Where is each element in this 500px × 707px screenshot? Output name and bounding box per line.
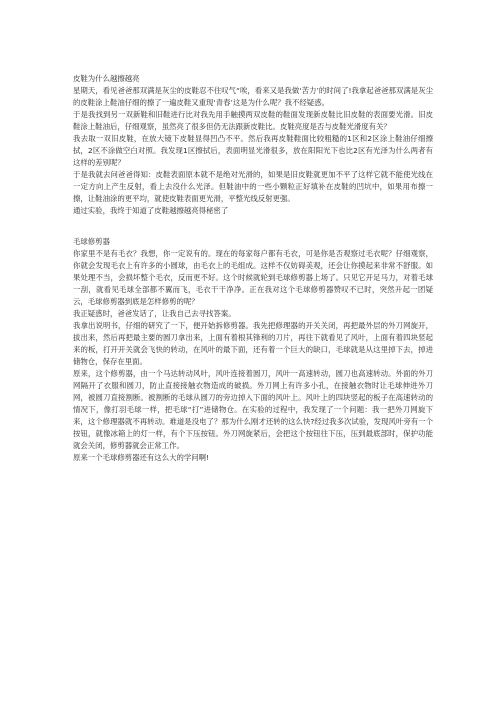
paragraph: 原来，这个修剪器，由一个马达转动风叶，风叶连接着圆刀，风叶一高速转动，圆刀也高速转动。外面的外刀网隔开了衣服和圆刀，防止直接接触衣物造成的破损。外刀网上有许多小孔，在接触衣物时让毛球伸进外刀网，被圆刀直接割断。被割断的毛球从圆刀的旁边掉入下面的风叶上。风叶上的四块竖起的板子在高速转动的情况下，像打羽毛球一样，把毛球“打”进储物仓。在实验的过程中，我发现了一个问题：我一把外刀网旋下来，这个修理器就不再转动。难道是没电了？那为什么刚才还转的这么快?经过我多次试验，发现风叶旁有一个按钮，就像冰箱上的灯一样，有个下压按钮。外刀网旋紧后，会把这个按钮往下压，压到最底部时，保护功能就会关闭，修剪器就会正常工作。	[73, 369, 433, 450]
paragraph: 于是我找到另一双新鞋和旧鞋进行比对我先用手触摸两双皮鞋的鞋面发现新皮鞋比旧皮鞋的表面要光滑。旧皮鞋涂上鞋油后，仔细观察，虽然亮了很多但仍无法跟新皮鞋比。皮鞋亮度是否与皮鞋光滑度有关？	[73, 110, 433, 131]
paragraph: 通过实验，我终于知道了皮鞋越擦越亮得秘密了	[73, 206, 229, 215]
article-lint-remover	[73, 236, 433, 464]
paragraph: 我正疑惑时，爸爸发话了，让我自己去寻找答案。	[73, 309, 236, 318]
paragraph: 你家里不是有毛衣？我想，你一定说有的。现在的每家每户都有毛衣，可是你是否观察过毛衣呢？仔细观察，你就会发现毛衣上有许多的小圆球，由毛衣上的毛组成。这样不仅妨碍美观，还会让你摸起来非常不舒服。如果处理不当，会损坏整个毛衣，反而更不好。这个时候就轮到毛球修剪器上场了。只见它开足马力，对着毛球一刮，就看见毛球全部都不翼而飞，毛衣干干净净。正在我对这个毛球修剪器赞叹不已时，突然升起一团疑云，毛球修剪器到底是怎样修剪的呢？	[73, 249, 433, 306]
paragraph: 我去取一双旧皮鞋，在放大镜下皮鞋显得凹凸不平。然后我再皮鞋鞋面比较粗糙的1区和2区涂上鞋油仔细擦拭，2区不涂做空白对照。我发现1区擦拭后，表面明显光滑很多，放在阳阳光下也比2区有光泽为什么两者有这样的差别呢？	[73, 134, 433, 167]
paragraph: 于是我就去问爸爸得知：皮鞋表面原本就不是绝对光滑的，如果是旧皮鞋就更加不平了这样它就不能使光线在一定方向上产生反射，看上去没什么光泽。但鞋油中的一些小颗粒正好填补在皮鞋的凹坑中，如果用布擦一擦，让鞋油涂的更平均，就使皮鞋表面更光滑，平整光线反射更强。	[73, 170, 433, 203]
article-title: 皮鞋为什么越擦越亮	[73, 74, 140, 83]
section-spacer	[73, 217, 433, 236]
paragraph: 星期天，看见爸爸那双满是灰尘的皮鞋忍不住叹气“唉，看来又是我做‘苦力’的时间了!我拿起爸爸那双满是灰尘的皮鞋涂上鞋油仔细的擦了一遍皮鞋又重现‘青春’这是为什么呢？我不经疑惑。	[73, 86, 433, 107]
article-title: 毛球修剪器	[73, 237, 110, 246]
paragraph: 原来一个毛球修剪器还有这么大的学问啊!	[73, 453, 209, 462]
document-page	[73, 73, 433, 464]
article-shoe-polish	[73, 73, 433, 217]
paragraph: 我拿出说明书，仔细的研究了一下，便开始拆修剪器。我先把修理器的开关关闭，再把最外层的外刀网旋开，拔出来，然后再把最主要的圆刀拿出来，上面有着根其锋利的刀片，再往下就看见了风叶，上面有着四块竖起来的板，打开开关就会飞快的转动，在风叶的最下面，还有着一个巨大的缺口，毛球就是从这里掉下去，掉进储物仓，保存在里面。	[73, 321, 433, 366]
